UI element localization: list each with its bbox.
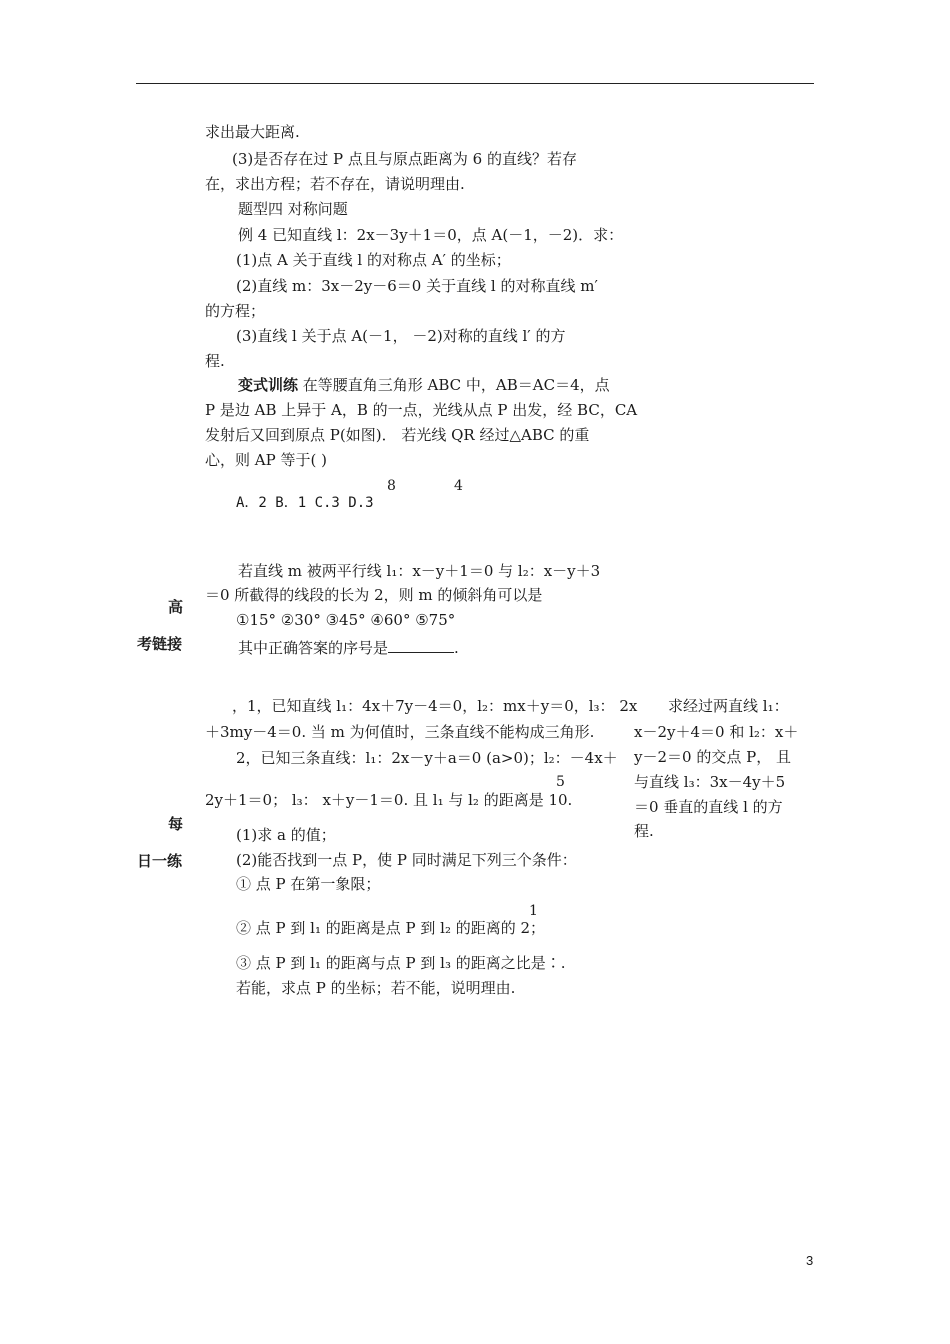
text-line: 若能，求点 P 的坐标；若不能，说明理由. — [236, 979, 516, 997]
variant-text: 在等腰直角三角形 ABC 中，AB＝AC＝4，点 — [298, 376, 610, 394]
fraction-numerator: 1 — [529, 903, 538, 919]
text-line: ① 点 P 在第一象限； — [236, 875, 381, 893]
fraction-numerator: 5 — [556, 774, 565, 790]
text-line: ② 点 P 到 l₁ 的距离是点 P 到 l₂ 的距离的 2； — [236, 919, 546, 937]
side-label-daily: 日一练 — [137, 852, 183, 870]
text-line: ＋3my－4＝0. 当 m 为何值时，三条直线不能构成三角形. — [205, 723, 595, 741]
right-col-line: 与直线 l₃：3x－4y＋5 — [634, 773, 786, 791]
side-label-daily: 每 — [168, 815, 184, 833]
text-line: (2)能否找到一点 P，使 P 同时满足下列三个条件： — [236, 851, 577, 869]
right-col-line: x－2y＋4＝0 和 l₂：x＋ — [634, 723, 799, 741]
fraction-numerator: 4 — [454, 478, 463, 494]
right-col-line: ＝0 垂直的直线 l 的方 — [634, 798, 783, 816]
right-col-line: 程. — [634, 822, 654, 840]
text-line: (2)直线 m：3x－2y－6＝0 关于直线 l 的对称直线 m′ — [236, 277, 598, 295]
text-line: P 是边 AB 上异于 A，B 的一点，光线从点 P 出发，经 BC，CA — [205, 401, 638, 419]
option-list: ①15° ②30° ③45° ④60° ⑤75° — [236, 611, 456, 629]
side-label-gaokao: 高 — [168, 598, 184, 616]
header-rule — [136, 83, 814, 84]
right-col-line: y－2＝0 的交点 P， 且 — [634, 748, 791, 766]
text-line: 程. — [205, 352, 225, 370]
fraction-numerator: 8 — [387, 478, 396, 494]
text-line: (1)点 A 关于直线 l 的对称点 A′ 的坐标； — [236, 251, 511, 269]
text-line: (3)直线 l 关于点 A(－1， －2)对称的直线 l′ 的方 — [236, 327, 566, 345]
variant-line — [238, 375, 610, 395]
text-line: 在，求出方程；若不存在，请说明理由. — [205, 175, 465, 193]
text-line: 发射后又回到原点 P(如图)． 若光线 QR 经过△ABC 的重 — [205, 426, 590, 444]
right-col-line: 求经过两直线 l₁： — [668, 697, 789, 715]
fill-blank-line — [238, 638, 459, 658]
text-line: (3)是否存在过 P 点且与原点距离为 6 的直线？若存 — [232, 150, 577, 168]
text-line: 的方程； — [205, 302, 266, 320]
text-line: 心，则 AP 等于( ) — [205, 451, 327, 469]
page-number: 3 — [806, 1253, 814, 1268]
section-heading: 题型四 对称问题 — [238, 200, 348, 218]
answer-choices: A．2 B．1 C.3 D.3 — [236, 495, 374, 511]
text-line: (1)求 a 的值； — [236, 826, 336, 844]
text-line: ，1，已知直线 l₁：4x＋7y－4＝0，l₂：mx＋y＝0，l₃： 2x — [232, 697, 638, 715]
side-label-gaokao: 考链接 — [137, 635, 183, 653]
variant-label: 变式训练 — [238, 376, 299, 394]
text-line: 求出最大距离. — [205, 123, 300, 141]
text-line: ＝0 所截得的线段的长为 2，则 m 的倾斜角可以是 — [205, 586, 543, 604]
blank-prompt: 其中正确答案的序号是 — [238, 639, 389, 657]
text-line: 2y＋1＝0； l₃： x＋y－1＝0. 且 l₁ 与 l₂ 的距离是 10. — [205, 791, 573, 809]
text-line: 2，已知三条直线：l₁：2x－y＋a＝0 (a>0)；l₂：－4x＋ — [236, 749, 618, 767]
text-line: ③ 点 P 到 l₁ 的距离与点 P 到 l₃ 的距离之比是∶. — [236, 954, 566, 972]
text-line: 若直线 m 被两平行线 l₁：x－y＋1＝0 与 l₂：x－y＋3 — [238, 562, 601, 580]
answer-blank — [388, 638, 454, 653]
blank-period: . — [454, 639, 459, 657]
example-heading: 例 4 已知直线 l：2x－3y＋1＝0，点 A(－1，－2)．求： — [238, 226, 624, 244]
